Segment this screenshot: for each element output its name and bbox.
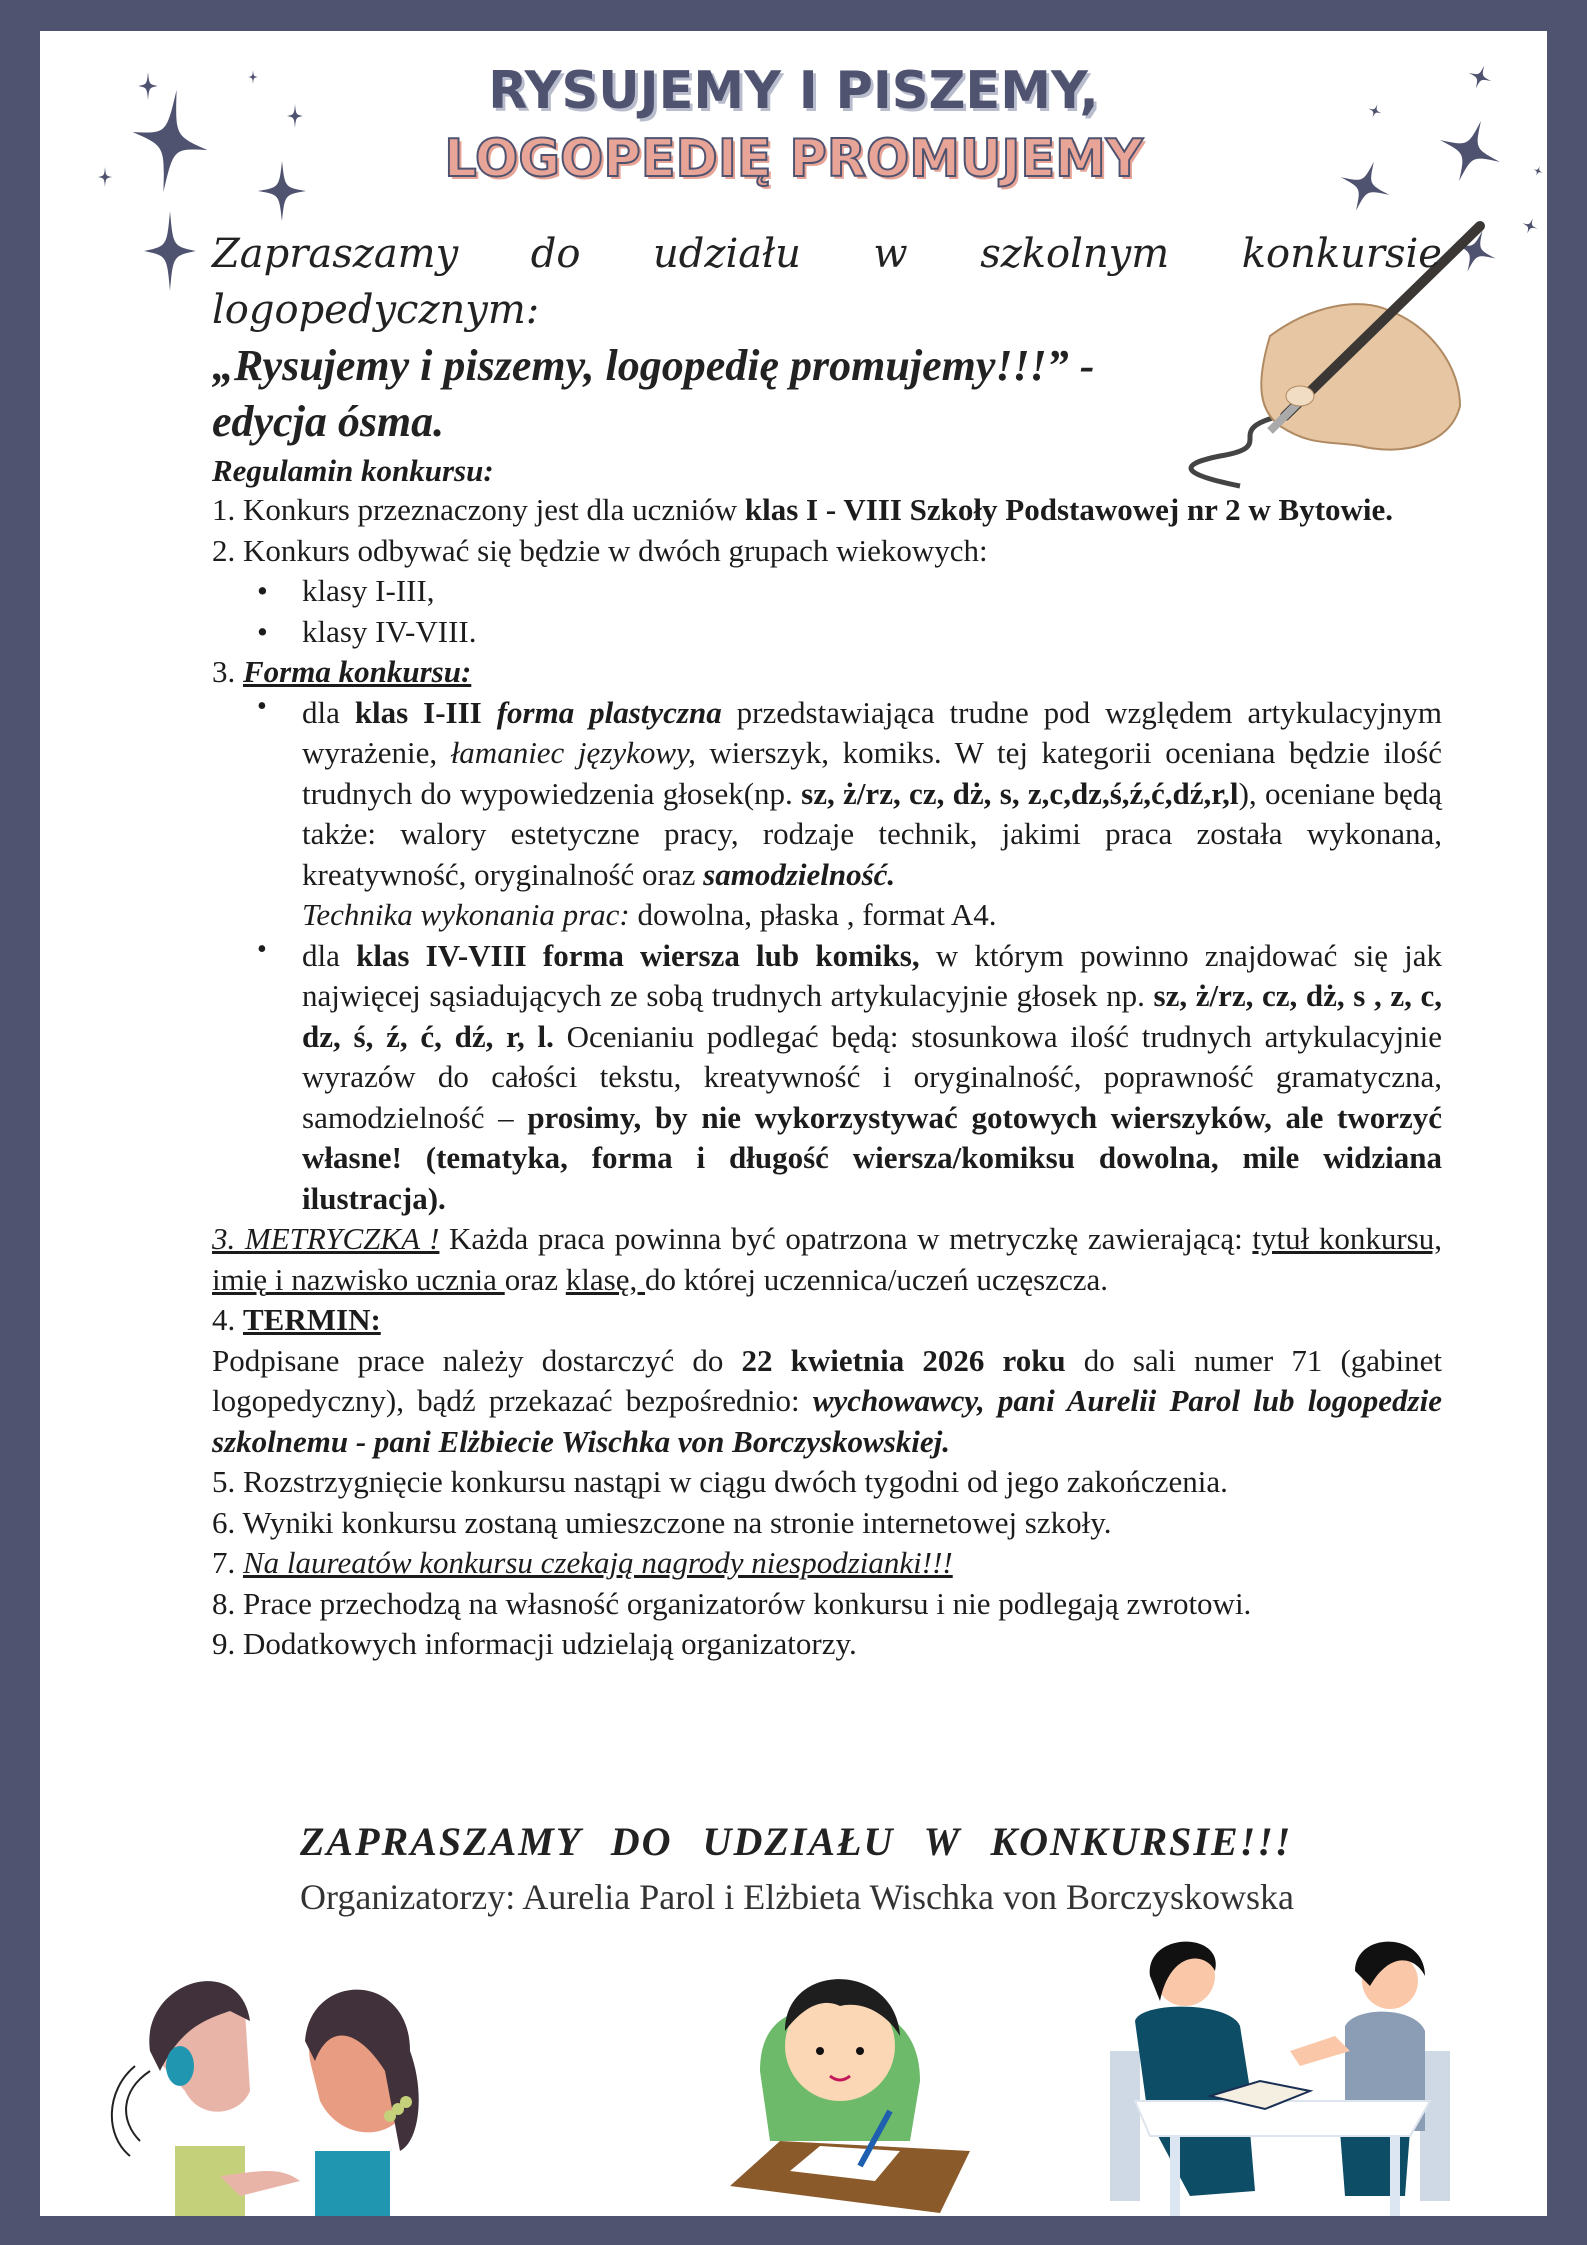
deadline-date: 22 kwietnia 2026 roku	[741, 1342, 1066, 1378]
invitation-cta: ZAPRASZAMY DO UDZIAŁU W KONKURSIE!!!	[300, 1819, 1293, 1864]
edition: edycja ósma.	[212, 397, 445, 446]
text: ), oceniane będą także: walory estetyczne pracy, rodzaje technik, jakimi praca została wykonana, kreatywność, oryginalność oraz	[302, 775, 1442, 892]
star-icon	[1520, 216, 1541, 237]
technique-value: dowolna, płaska , format A4.	[629, 897, 997, 932]
contest-forms-list	[212, 690, 1443, 1220]
form-item-grades-1-3	[212, 690, 1442, 936]
text: Każda praca powinna być opatrzona w metryczkę zawierającą:	[439, 1221, 1253, 1256]
text: Podpisane prace należy dostarczyć do	[212, 1342, 742, 1378]
organizers: Organizatorzy: Aurelia Parol i Elżbieta Wischka von Borczyskowska	[300, 1877, 1294, 1917]
text: wierszyk, komiks. W tej kategorii oceniana będzie ilość trudnych do wypowiedzenia głosek(np.	[302, 735, 1442, 811]
text: wychowawcy, pani Aurelii Parol lub logopedzie szkolnemu - pani Elżbiecie Wischka von Borczyskowskiej.	[212, 1383, 1442, 1459]
rule-2: 2. Konkurs odbywać się będzie w dwóch grupach wiekowych:	[212, 532, 988, 568]
rule-text: 1. Konkurs przeznaczony jest dla uczniów	[212, 492, 745, 527]
intro-word: do	[530, 231, 581, 277]
text: prosimy, by nie wykorzystywać gotowych wierszyków, ale tworzyć własne! (tematyka, forma i długość wiersza/komiksu dowolna, mile widziana ilustracja).	[302, 1099, 1442, 1216]
rule-5: 5. Rozstrzygnięcie konkursu nastąpi w ciągu dwóch tygodni od jego zakończenia.	[212, 1464, 1228, 1499]
rule-number: 3.	[212, 654, 243, 689]
age-group: klasy IV-VIII.	[302, 613, 477, 649]
intro-word: konkursie	[1241, 231, 1442, 277]
text: klas I-III	[354, 694, 497, 730]
rule-9: 9. Dodatkowych informacji udzielają organizatorzy.	[212, 1626, 857, 1661]
poster-panel	[40, 31, 1547, 2216]
rule-1	[212, 490, 1432, 531]
list-item	[212, 612, 1442, 653]
age-group: klasy I-III,	[302, 573, 435, 608]
text: tytuł konkursu, imię i nazwisko ucznia	[212, 1221, 1442, 1297]
bullet-icon: •	[257, 613, 268, 649]
rule-bold: klas I - VIII Szkoły Podstawowej nr 2 w Bytowie.	[744, 492, 1394, 527]
intro-word: Zapraszamy	[212, 231, 459, 277]
rule-7	[212, 1543, 1442, 1584]
intro-line1	[212, 226, 1442, 282]
text: forma plastyczna	[496, 694, 722, 730]
intro	[212, 226, 1442, 450]
text: Ocenianiu podlegać będą: stosunkowa ilość trudnych artykulacyjnie wyrazów do całości tekstu, kreatywność i oryginalność, poprawność gramatyczna, samodzielność –	[302, 1018, 1442, 1135]
main-content	[212, 226, 1442, 1665]
rule-6: 6. Wyniki konkursu zostaną umieszczone na stronie internetowej szkoły.	[212, 1504, 1112, 1540]
text: sz, ż/rz, cz, dż, s, z,c,dz,ś,ź,ć,dź,r,l	[801, 775, 1239, 811]
metryczka-heading: 3. METRYCZKA !	[212, 1221, 440, 1256]
prizes-text: Na laureatów konkursu czekają nagrody niespodzianki!!!	[243, 1545, 953, 1580]
contest-name: „Rysujemy i piszemy, logopedię promujemy!!!” -	[212, 341, 1095, 390]
termin-heading: TERMIN:	[243, 1302, 381, 1337]
rule-number: 4.	[212, 1302, 243, 1337]
list-item	[212, 571, 1442, 612]
intro-line2: logopedycznym:	[212, 287, 540, 333]
intro-word: w	[873, 231, 908, 277]
text: oraz	[504, 1261, 566, 1297]
text: do sali numer 71 (gabinet logopedyczny), bądź przekazać bezpośrednio:	[212, 1342, 1443, 1418]
form-item-grades-4-8	[212, 933, 1443, 1220]
termin-heading-line	[212, 1300, 1442, 1341]
age-groups-list	[212, 571, 1442, 652]
text: w którym powinno znajdować się jak najwięcej sąsiadujących ze sobą trudnych artykulacyjnie głosek np.	[302, 937, 1443, 1013]
bullet-icon: •	[257, 690, 267, 722]
technique-label: Technika wykonania prac:	[302, 897, 630, 932]
boy-writing-illustration	[690, 1951, 990, 2216]
rule-number: 7.	[212, 1545, 243, 1580]
rule-3	[212, 652, 1442, 693]
star-icon	[144, 211, 196, 291]
text: do której uczennica/uczeń uczęszcza.	[644, 1261, 1108, 1297]
termin-rule	[212, 1341, 1442, 1463]
rule-3-heading: Forma konkursu:	[243, 654, 472, 689]
bullet-icon: •	[257, 933, 267, 965]
intro-word: udziału	[653, 231, 801, 277]
poster-title-line2: LOGOPEDIĘ PROMUJEMY	[444, 129, 1143, 189]
text: samodzielność.	[703, 856, 896, 892]
bullet-icon: •	[257, 573, 268, 608]
rules-heading: Regulamin konkursu:	[212, 453, 494, 488]
rule-8: 8. Prace przechodzą na własność organizatorów konkursu i nie podlegają zwrotowi.	[212, 1585, 1252, 1621]
text: dla	[302, 937, 357, 973]
metryczka-rule	[212, 1219, 1442, 1300]
text: klasę,	[565, 1261, 645, 1297]
text: klas IV-VIII forma wiersza lub komiks,	[356, 937, 920, 973]
intro-word: szkolnym	[980, 231, 1170, 277]
text: przedstawiająca trudne pod względem artykulacyjnym wyrażenie,	[302, 694, 1442, 770]
poster-title-line1: RYSUJEMY I PISZEMY,	[488, 61, 1099, 121]
text: sz, ż/rz, cz, dż, s , z, c, dz, ś, ź, ć, dź, r, l.	[302, 978, 1442, 1054]
text: dla	[302, 694, 355, 730]
star-icon	[1532, 165, 1545, 178]
text: łamaniec językowy,	[450, 735, 696, 770]
two-people-at-table-illustration	[1090, 1931, 1520, 2216]
children-talking-illustration	[80, 1951, 560, 2216]
